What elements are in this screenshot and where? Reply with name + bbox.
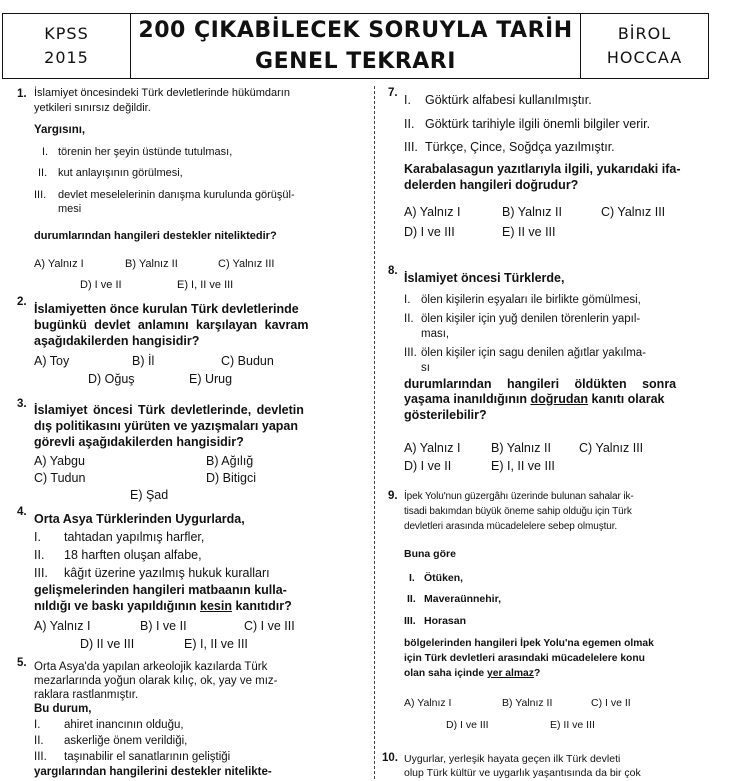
- item-text: ması,: [421, 328, 450, 340]
- question-stem: görevli aşağıdakilerden hangisidir?: [34, 435, 244, 449]
- item-text: ölen kişiler için sagu denilen ağıtlar yakılma-: [421, 347, 646, 359]
- question-ask: yargılarından hangilerini destekler nitelikte-: [34, 766, 272, 778]
- option-d: D) Bitigci: [206, 471, 257, 485]
- option-c: C) I ve II: [591, 697, 631, 709]
- option-d: D) Oğuş: [88, 372, 135, 386]
- question-ask: [404, 391, 665, 408]
- question-ask-text: ?: [533, 668, 541, 679]
- question-ask: durumlarından hangileri öldükten sonra: [404, 377, 677, 391]
- option-c: C) Yalnız III: [218, 258, 275, 270]
- item-text: devlet meselelerinin danışma kurulunda görüşül-: [58, 189, 295, 201]
- header-author-line1: BİROL: [617, 24, 672, 43]
- item-text: Göktürk alfabesi kullanılmıştır.: [425, 93, 592, 107]
- item-text: taşınabilir el sanatlarının geliştiği: [64, 751, 231, 763]
- header-author-line2: HOCCAA: [606, 48, 683, 67]
- option-c: C) Budun: [221, 354, 274, 368]
- option-e: E) Şad: [130, 488, 169, 502]
- item-numeral: II.: [404, 117, 415, 131]
- item-text: ölen kişilerin eşyaları ile birlikte gömülmesi,: [421, 294, 641, 306]
- option-a: A) Yalnız I: [404, 441, 461, 455]
- question-lead: Bu durum,: [34, 703, 92, 715]
- item-text: sı: [421, 362, 430, 374]
- question-ask: Karabalasagun yazıtlarıyla ilgili, yukarıdaki ifa-: [404, 162, 681, 176]
- question-ask: gelişmelerinden hangileri matbaanın kulla-: [34, 583, 287, 597]
- question-ask-text: kanıtıdır?: [231, 599, 292, 613]
- question-stem: raklara rastlanmıştır.: [34, 689, 139, 701]
- item-text: Göktürk tarihiyle ilgili önemli bilgiler verir.: [425, 117, 651, 131]
- question-stem: bugünkü devlet anlamını karşılayan kavram: [34, 318, 309, 332]
- item-numeral: III.: [404, 347, 417, 359]
- question-number: 2.: [17, 296, 27, 308]
- option-d: D) I ve III: [446, 719, 489, 731]
- option-d: D) I ve III: [404, 225, 455, 239]
- option-c: C) Tudun: [34, 471, 86, 485]
- item-numeral: III.: [404, 140, 418, 154]
- option-b: B) Yalnız II: [502, 697, 553, 709]
- question-stem: İpek Yolu'nun güzergâhı üzerinde bulunan sahalar ik-: [404, 491, 634, 502]
- question-stem: İslamiyet öncesindeki Türk devletlerinde hükümdarın: [34, 87, 290, 99]
- question-ask: [34, 598, 292, 615]
- option-e: E) II ve III: [550, 719, 595, 731]
- question-stem: tisadi bakımdan büyük öneme sahip olduğu için Türk: [404, 506, 632, 517]
- item-text: tahtadan yapılmış harfler,: [64, 530, 205, 544]
- option-c: C) Yalnız III: [601, 205, 666, 219]
- question-number: 7.: [388, 87, 398, 99]
- question-ask: bölgelerinden hangileri İpek Yolu'na egemen olmak: [404, 638, 654, 649]
- item-numeral: I.: [42, 146, 49, 158]
- option-a: A) Toy: [34, 354, 70, 368]
- item-numeral: I.: [34, 719, 41, 731]
- option-d: D) I ve II: [404, 459, 452, 473]
- question-ask-text: olan saha içinde: [404, 668, 487, 679]
- item-text: törenin her şeyin üstünde tutulması,: [58, 146, 233, 158]
- option-e: E) Urug: [189, 372, 233, 386]
- option-d: D) I ve II: [80, 279, 122, 291]
- option-a: A) Yalnız I: [404, 697, 452, 709]
- right-column: [376, 0, 732, 779]
- question-number: 3.: [17, 398, 27, 410]
- option-a: A) Yalnız I: [34, 258, 84, 270]
- question-ask: gösterilebilir?: [404, 408, 487, 422]
- option-c: C) Yalnız III: [579, 441, 644, 455]
- item-numeral: I.: [409, 572, 415, 584]
- question-lead: İslamiyet öncesi Türklerde,: [404, 271, 565, 285]
- item-text: kut anlayışının görülmesi,: [58, 167, 183, 179]
- item-numeral: III.: [404, 615, 416, 627]
- question-stem: yetkileri sınırsız değildir.: [34, 102, 151, 114]
- header-title-line2: GENEL TEKRARI: [255, 49, 456, 74]
- question-ask-emphasis: doğrudan: [530, 392, 589, 406]
- question-stem: aşağıdakilerden hangisidir?: [34, 334, 200, 348]
- option-b: B) Yalnız II: [125, 258, 178, 270]
- option-b: B) İl: [132, 354, 155, 368]
- question-stem: dış politikasını yürüten ve yazışmaları yapan: [34, 419, 298, 433]
- question-lead: Yargısını,: [34, 124, 86, 136]
- option-b: B) Yalnız II: [502, 205, 562, 219]
- question-stem: olup Türk kültür ve uygarlık yaşantısında da bir çok: [404, 767, 641, 779]
- option-e: E) I, II ve III: [177, 279, 234, 291]
- question-number: 1.: [17, 88, 27, 100]
- item-text: Türkçe, Çince, Soğdça yazılmıştır.: [425, 140, 615, 154]
- option-a: A) Yalnız I: [34, 619, 91, 633]
- item-numeral: II.: [407, 593, 416, 605]
- item-numeral: III.: [34, 751, 47, 763]
- item-numeral: I.: [404, 93, 411, 107]
- question-ask-emphasis: yer almaz: [486, 668, 534, 679]
- question-lead: Orta Asya Türklerinden Uygurlarda,: [34, 512, 245, 526]
- item-numeral: III.: [34, 189, 47, 201]
- question-ask: delerden hangileri doğrudur?: [404, 178, 579, 192]
- question-stem: İslamiyet öncesi Türk devletlerinde, devletin: [34, 403, 304, 417]
- item-numeral: I.: [404, 294, 411, 306]
- question-ask: durumlarından hangileri destekler niteliktedir?: [34, 230, 277, 242]
- item-numeral: II.: [404, 313, 414, 325]
- header-exam-year: 2015: [44, 48, 89, 67]
- question-ask-emphasis: kesin: [200, 599, 232, 613]
- item-numeral: III.: [34, 566, 48, 580]
- question-number: 5.: [17, 657, 27, 669]
- option-d: D) II ve III: [80, 637, 135, 651]
- option-c: C) I ve III: [244, 619, 295, 633]
- question-lead: Buna göre: [404, 548, 456, 560]
- option-e: E) I, II ve III: [491, 459, 555, 473]
- question-ask-text: kanıtı olarak: [588, 392, 665, 406]
- option-a: A) Yalnız I: [404, 205, 461, 219]
- question-number: 4.: [17, 506, 27, 518]
- header-title-line1: 200 ÇIKABİLECEK SORUYLA TARİH: [138, 18, 573, 43]
- column-divider: [374, 86, 375, 779]
- item-text: Horasan: [424, 615, 467, 627]
- item-text: ölen kişiler için yuğ denilen törenlerin yapıl-: [421, 313, 641, 325]
- question-number: 9.: [388, 490, 398, 502]
- item-numeral: II.: [38, 167, 48, 179]
- question-number: 8.: [388, 265, 398, 277]
- option-e: E) I, II ve III: [184, 637, 248, 651]
- header-exam-name: KPSS: [44, 24, 89, 43]
- question-ask-text: nıldığı ve baskı yapıldığının: [34, 599, 201, 613]
- question-ask: [404, 667, 540, 682]
- question-stem: İslamiyetten önce kurulan Türk devletlerinde: [34, 302, 299, 316]
- item-text: mesi: [58, 203, 82, 215]
- item-text: kâğıt üzerine yazılmış hukuk kuralları: [64, 566, 270, 580]
- option-b: B) I ve II: [140, 619, 187, 633]
- item-text: askerliğe önem verildiği,: [64, 735, 188, 747]
- question-stem: Uygurlar, yerleşik hayata geçen ilk Türk devleti: [404, 753, 621, 765]
- item-text: Maveraünnehir,: [424, 593, 502, 605]
- question-ask: için Türk devletleri arasındaki mücadelelere konu: [404, 653, 645, 664]
- item-text: Ötüken,: [424, 572, 464, 584]
- option-b: B) Ağılığ: [206, 454, 254, 468]
- option-e: E) II ve III: [502, 225, 556, 239]
- option-b: B) Yalnız II: [491, 441, 551, 455]
- item-numeral: II.: [34, 548, 45, 562]
- question-stem: devletleri arasında mücadelelere sebep olmuştur.: [404, 521, 618, 532]
- question-number: 10.: [382, 752, 398, 764]
- question-ask-text: yaşama inanıldığının: [404, 392, 531, 406]
- item-numeral: II.: [34, 735, 44, 747]
- item-text: 18 harften oluşan alfabe,: [64, 548, 202, 562]
- question-stem: Orta Asya'da yapılan arkeolojik kazılarda Türk: [34, 661, 268, 673]
- question-stem: mezarlarında yoğun olarak kılıç, ok, yay ve mız-: [34, 675, 278, 687]
- item-text: ahiret inancının olduğu,: [64, 719, 184, 731]
- option-a: A) Yabgu: [34, 454, 85, 468]
- item-numeral: I.: [34, 530, 41, 544]
